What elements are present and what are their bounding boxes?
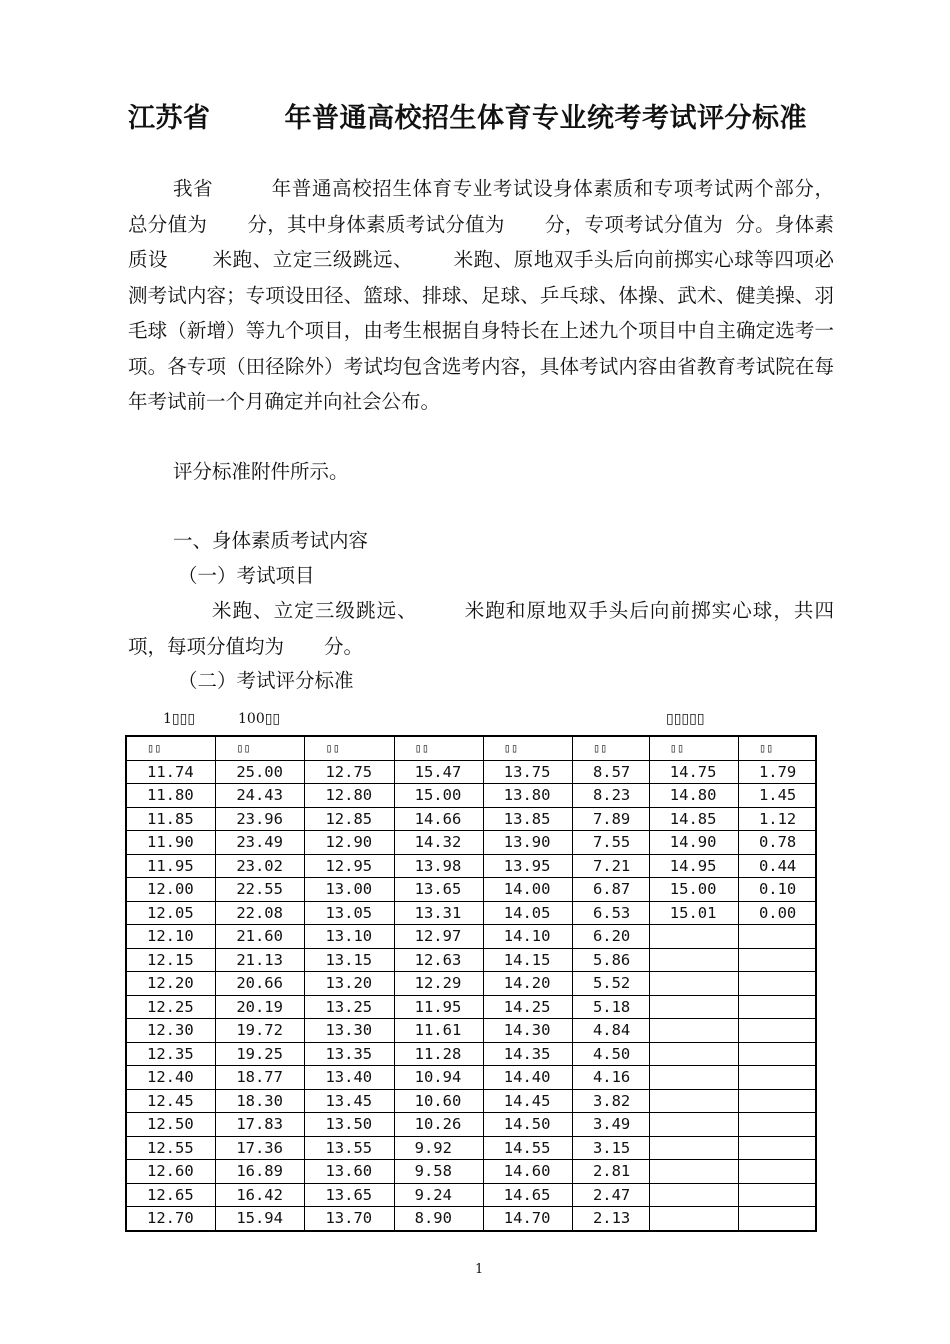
table-cell: 14.32 <box>394 831 483 855</box>
subsection-heading: （二）考试评分标准 <box>178 669 354 692</box>
table-cell: 7.89 <box>572 807 649 831</box>
table-cell: 12.95 <box>305 854 394 878</box>
table-cell: 14.66 <box>394 807 483 831</box>
table-cell: 13.65 <box>305 1183 394 1207</box>
intro-text: 分，专项考试分值为 <box>544 212 724 236</box>
table-cell: 20.66 <box>216 972 305 996</box>
table-cell: 13.75 <box>483 760 572 784</box>
table-row <box>126 901 816 925</box>
table-cell: 4.16 <box>572 1066 649 1090</box>
table-cell: 14.75 <box>649 760 738 784</box>
table-row <box>126 1019 816 1043</box>
table-cell: 13.95 <box>483 854 572 878</box>
table-cell: 21.60 <box>216 925 305 949</box>
table-cell: 14.15 <box>483 948 572 972</box>
table-cell: 11.90 <box>126 831 216 855</box>
intro-text: 年普通高校招生体育专业考试设身体素质和专项考试两个部分，总分值为 <box>128 177 834 236</box>
table-cell: 14.65 <box>483 1183 572 1207</box>
table-cell <box>738 1136 816 1160</box>
table-cell: 3.15 <box>572 1136 649 1160</box>
table-cell: 13.05 <box>305 901 394 925</box>
table-cell: 12.15 <box>126 948 216 972</box>
table-cell: 13.20 <box>305 972 394 996</box>
table-row <box>126 831 816 855</box>
table-cell: 14.95 <box>649 854 738 878</box>
table-cell: 10.26 <box>394 1113 483 1137</box>
table-row <box>126 1066 816 1090</box>
table-cell: 11.74 <box>126 760 216 784</box>
table-cell: 11.80 <box>126 784 216 808</box>
table-cell: 8.57 <box>572 760 649 784</box>
table-cell: 13.10 <box>305 925 394 949</box>
table-cell: 12.30 <box>126 1019 216 1043</box>
table-cell: 14.50 <box>483 1113 572 1137</box>
table-cell <box>738 925 816 949</box>
table-cell: 12.35 <box>126 1042 216 1066</box>
table-cell: 12.63 <box>394 948 483 972</box>
table-cell <box>738 1066 816 1090</box>
table-cell: 5.52 <box>572 972 649 996</box>
table-cell: 0.10 <box>738 878 816 902</box>
table-row <box>126 1113 816 1137</box>
table-row <box>126 878 816 902</box>
table-cell: 0.44 <box>738 854 816 878</box>
table-cell: 13.30 <box>305 1019 394 1043</box>
table-cell: 0.00 <box>738 901 816 925</box>
page-title <box>128 96 807 135</box>
table-cell: 24.43 <box>216 784 305 808</box>
table-cell: 4.50 <box>572 1042 649 1066</box>
items-text: 米跑和原地双手头后向前掷实心球，共四项，每项分值均为 <box>128 599 834 658</box>
table-cell: 12.65 <box>126 1183 216 1207</box>
table-cell <box>738 1113 816 1137</box>
table-cell: 3.49 <box>572 1113 649 1137</box>
table-row <box>126 948 816 972</box>
table-cell: 23.96 <box>216 807 305 831</box>
table-cell: 13.80 <box>483 784 572 808</box>
table-cell: 22.08 <box>216 901 305 925</box>
table-cell: 11.28 <box>394 1042 483 1066</box>
table-cell: 4.84 <box>572 1019 649 1043</box>
intro-text: 米跑、立定三级跳远、 <box>212 248 414 271</box>
table-cell: 10.94 <box>394 1066 483 1090</box>
table-cell <box>649 1136 738 1160</box>
table-cell <box>649 1207 738 1231</box>
table-cell <box>738 948 816 972</box>
column-header: ▯▯ <box>572 736 649 760</box>
table-cell: 13.25 <box>305 995 394 1019</box>
subsection-heading: （一）考试项目 <box>178 564 315 587</box>
table-cell: 23.02 <box>216 854 305 878</box>
table-cell: 3.82 <box>572 1089 649 1113</box>
table-cell: 16.42 <box>216 1183 305 1207</box>
table-caption-left: 1▯▯▯ <box>163 711 196 727</box>
table-cell <box>649 995 738 1019</box>
table-cell: 12.97 <box>394 925 483 949</box>
table-cell: 14.20 <box>483 972 572 996</box>
score-table <box>125 735 817 1232</box>
table-cell: 13.15 <box>305 948 394 972</box>
table-cell: 15.47 <box>394 760 483 784</box>
table-cell: 14.45 <box>483 1089 572 1113</box>
table-cell: 14.70 <box>483 1207 572 1231</box>
table-cell <box>649 925 738 949</box>
items-text: 米跑、立定三级跳远、 <box>212 599 418 622</box>
table-cell: 12.55 <box>126 1136 216 1160</box>
table-cell: 5.18 <box>572 995 649 1019</box>
table-caption-middle: 100▯▯ <box>238 711 281 727</box>
table-cell: 1.45 <box>738 784 816 808</box>
column-header: ▯▯ <box>305 736 394 760</box>
table-cell: 13.31 <box>394 901 483 925</box>
table-row <box>126 854 816 878</box>
table-row <box>126 784 816 808</box>
table-cell: 12.50 <box>126 1113 216 1137</box>
intro-text: 分，其中身体素质考试分值为 <box>247 212 505 236</box>
table-cell: 14.25 <box>483 995 572 1019</box>
table-cell <box>649 972 738 996</box>
table-cell: 2.47 <box>572 1183 649 1207</box>
table-row <box>126 1136 816 1160</box>
table-cell: 14.10 <box>483 925 572 949</box>
table-cell: 13.40 <box>305 1066 394 1090</box>
table-cell: 20.19 <box>216 995 305 1019</box>
table-cell: 10.60 <box>394 1089 483 1113</box>
table-cell: 12.25 <box>126 995 216 1019</box>
table-row <box>126 972 816 996</box>
table-cell: 6.87 <box>572 878 649 902</box>
table-row <box>126 1042 816 1066</box>
table-cell: 13.98 <box>394 854 483 878</box>
table-cell: 14.60 <box>483 1160 572 1184</box>
table-row <box>126 995 816 1019</box>
table-cell: 15.00 <box>649 878 738 902</box>
standard-note: 评分标准附件所示。 <box>173 460 349 483</box>
intro-text: 我省 <box>173 177 214 200</box>
table-cell: 23.49 <box>216 831 305 855</box>
table-cell: 11.61 <box>394 1019 483 1043</box>
table-cell: 12.10 <box>126 925 216 949</box>
table-cell <box>649 1066 738 1090</box>
table-cell: 14.30 <box>483 1019 572 1043</box>
items-text: 分。 <box>324 634 364 658</box>
table-cell: 15.01 <box>649 901 738 925</box>
table-cell: 14.00 <box>483 878 572 902</box>
table-cell: 13.90 <box>483 831 572 855</box>
table-cell: 13.85 <box>483 807 572 831</box>
table-cell: 13.50 <box>305 1113 394 1137</box>
intro-text: 分。身体素质设 <box>128 212 834 271</box>
table-cell: 0.78 <box>738 831 816 855</box>
table-cell: 7.55 <box>572 831 649 855</box>
table-cell <box>649 1183 738 1207</box>
column-header: ▯▯ <box>216 736 305 760</box>
table-cell: 15.00 <box>394 784 483 808</box>
table-cell <box>649 1113 738 1137</box>
table-cell: 14.85 <box>649 807 738 831</box>
table-cell: 11.95 <box>126 854 216 878</box>
table-row <box>126 1089 816 1113</box>
table-cell: 12.70 <box>126 1207 216 1231</box>
table-cell: 13.55 <box>305 1136 394 1160</box>
table-cell: 9.24 <box>394 1183 483 1207</box>
table-cell: 21.13 <box>216 948 305 972</box>
table-cell: 12.80 <box>305 784 394 808</box>
table-cell: 12.05 <box>126 901 216 925</box>
table-cell: 2.81 <box>572 1160 649 1184</box>
table-cell: 19.72 <box>216 1019 305 1043</box>
table-cell: 7.21 <box>572 854 649 878</box>
table-cell: 11.85 <box>126 807 216 831</box>
intro-text: 米跑、原地双手头后向前掷实心球等四项必测考试内容；专项设田径、篮球、排球、足球、乒乓球、体操、武术、健美操、羽毛球（新增）等九个项目，由考生根据自身特长在上述九个项目中自主确定选考一项。各专项（田径除外）考试均包含选考内容，具体考试内容由省教育考试院在每年考试前一个月确定并向社会公布。 <box>128 248 834 413</box>
table-cell <box>738 1019 816 1043</box>
table-cell <box>649 1089 738 1113</box>
table-cell: 15.94 <box>216 1207 305 1231</box>
table-cell: 22.55 <box>216 878 305 902</box>
table-row <box>126 1183 816 1207</box>
column-header: ▯▯ <box>483 736 572 760</box>
table-cell: 6.20 <box>572 925 649 949</box>
table-cell: 12.29 <box>394 972 483 996</box>
table-cell: 12.60 <box>126 1160 216 1184</box>
table-cell: 13.45 <box>305 1089 394 1113</box>
table-cell: 12.90 <box>305 831 394 855</box>
table-row <box>126 1207 816 1231</box>
table-cell: 17.83 <box>216 1113 305 1137</box>
table-body <box>126 760 816 1231</box>
title-prefix: 江苏省 <box>128 103 211 134</box>
table-cell: 5.86 <box>572 948 649 972</box>
table-cell: 16.89 <box>216 1160 305 1184</box>
table-cell: 11.95 <box>394 995 483 1019</box>
table-row <box>126 807 816 831</box>
section-heading: 一、身体素质考试内容 <box>173 529 369 552</box>
table-cell: 14.35 <box>483 1042 572 1066</box>
items-paragraph <box>128 593 834 664</box>
table-cell: 13.60 <box>305 1160 394 1184</box>
table-cell: 1.79 <box>738 760 816 784</box>
column-header: ▯▯ <box>126 736 216 760</box>
table-cell: 1.12 <box>738 807 816 831</box>
table-cell <box>738 1183 816 1207</box>
table-cell: 19.25 <box>216 1042 305 1066</box>
table-cell: 12.40 <box>126 1066 216 1090</box>
table-row <box>126 1160 816 1184</box>
table-cell: 8.90 <box>394 1207 483 1231</box>
table-cell: 14.05 <box>483 901 572 925</box>
title-main: 年普通高校招生体育专业统考考试评分标准 <box>284 103 807 134</box>
table-cell: 14.55 <box>483 1136 572 1160</box>
table-row <box>126 760 816 784</box>
table-cell: 12.20 <box>126 972 216 996</box>
table-cell: 13.65 <box>394 878 483 902</box>
table-cell: 8.23 <box>572 784 649 808</box>
table-cell: 12.00 <box>126 878 216 902</box>
table-cell: 12.75 <box>305 760 394 784</box>
intro-paragraph <box>128 171 834 420</box>
table-cell: 12.45 <box>126 1089 216 1113</box>
table-cell: 6.53 <box>572 901 649 925</box>
table-header-row <box>126 736 816 760</box>
column-header: ▯▯ <box>738 736 816 760</box>
table-cell <box>649 948 738 972</box>
table-cell: 13.35 <box>305 1042 394 1066</box>
table-cell <box>649 1042 738 1066</box>
table-cell: 14.90 <box>649 831 738 855</box>
table-caption-right: ▯▯▯▯▯ <box>666 711 705 727</box>
table-cell: 17.36 <box>216 1136 305 1160</box>
table-cell: 14.40 <box>483 1066 572 1090</box>
table-cell: 13.00 <box>305 878 394 902</box>
table-cell: 18.30 <box>216 1089 305 1113</box>
table-cell: 25.00 <box>216 760 305 784</box>
table-cell: 18.77 <box>216 1066 305 1090</box>
column-header: ▯▯ <box>649 736 738 760</box>
column-header: ▯▯ <box>394 736 483 760</box>
table-row <box>126 925 816 949</box>
table-cell <box>738 995 816 1019</box>
table-cell <box>738 1042 816 1066</box>
table-cell <box>649 1019 738 1043</box>
table-cell: 14.80 <box>649 784 738 808</box>
table-cell: 9.58 <box>394 1160 483 1184</box>
page-number: 1 <box>475 1262 484 1277</box>
table-cell <box>738 1207 816 1231</box>
table-cell: 13.70 <box>305 1207 394 1231</box>
table-cell: 9.92 <box>394 1136 483 1160</box>
table-cell <box>738 972 816 996</box>
table-cell <box>738 1160 816 1184</box>
table-cell: 2.13 <box>572 1207 649 1231</box>
table-cell <box>649 1160 738 1184</box>
table-cell <box>738 1089 816 1113</box>
table-cell: 12.85 <box>305 807 394 831</box>
